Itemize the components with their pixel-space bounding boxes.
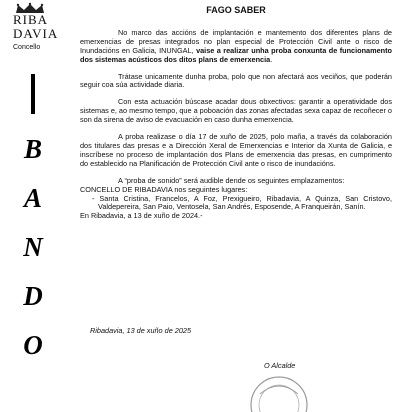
paragraph-1-text: No marco das accións de implantación e mantemento dos diferentes plans de emerxencias de presas integrados no plan especial de Protección Civil ante o risco de Inundacións en Galicia, INUNGAL, <box>80 27 392 55</box>
official-seal-icon <box>246 372 312 412</box>
paragraph-4: A proba realizase o día 17 de xuño de 2025, polo maña, a través da colaboración dos titulares das presas e a Dirección Xeral de Emerxencias e Interior da Xunta de Galicia, e inscríbese no proceso de implantación dos Plans de emerxencia das presas, en cumprimento do establecido na Planificación de Protección Civil ante o risco de inundacións. <box>80 132 392 168</box>
banner-letter-d: D <box>23 281 43 311</box>
bando-body <box>80 6 392 221</box>
banner-rule <box>31 74 35 114</box>
paragraph-5-dated: En Ribadavia, a 13 de xuño de 2024.- <box>80 211 203 221</box>
paragraph-1-emphasis: vaise a realizar unha proba conxunta de funcionamento dos sistemas acústicos dos ditos plans de emerxencia <box>80 45 392 64</box>
banner-letter-b: B <box>23 134 42 164</box>
paragraph-5-place: CONCELLO DE RIBADAVIA nos seguintes lugares: <box>80 184 248 194</box>
paragraph-5-lead: A “proba de sonido” será audible dende os seguintes emplazamentos: <box>118 175 345 185</box>
logo-line-1: RIBA <box>13 12 49 27</box>
footer-place-date: Ribadavia, 13 de xuño de 2025 <box>90 326 192 335</box>
paragraph-3: Con esta actuación búscase acadar dous obxectivos: garantir a operatividade dos sistemas e, ao mesmo tempo, que a poboación das zonas afectadas sexa capaz de recoñecer o son da sirena de aviso de evacuación en caso dunha emerxencia. <box>80 97 392 125</box>
locations-list-item: - Santa Cristina, Francelos, A Foz, Prexigueiro, Ribadavia, A Quinza, San Cristovo, Valdepereira, San Paio, Ventosela, San Andrés, Esposende, A Franqueirán, Sanín. <box>92 193 392 212</box>
concello-logo <box>4 2 68 62</box>
paragraph-5 <box>80 177 392 222</box>
banner-letter-n: N <box>23 232 43 262</box>
document-title: FAGO SABER <box>206 5 266 15</box>
bando-side-banner <box>0 74 66 400</box>
locations-list <box>92 195 392 213</box>
logo-line-2: DAVIA <box>13 26 59 41</box>
paragraph-2: Trátase unicamente dunha proba, polo que non afectará aos veciños, que poderán seguir coa súa actividade diaria. <box>80 71 392 90</box>
logo-caption: Concello <box>13 44 41 51</box>
banner-letter-o: O <box>23 330 43 360</box>
paragraph-1-end: . <box>270 54 273 64</box>
signature-label: O Alcalde <box>264 361 296 370</box>
paragraph-1 <box>80 29 392 65</box>
banner-letter-a: A <box>23 183 42 213</box>
